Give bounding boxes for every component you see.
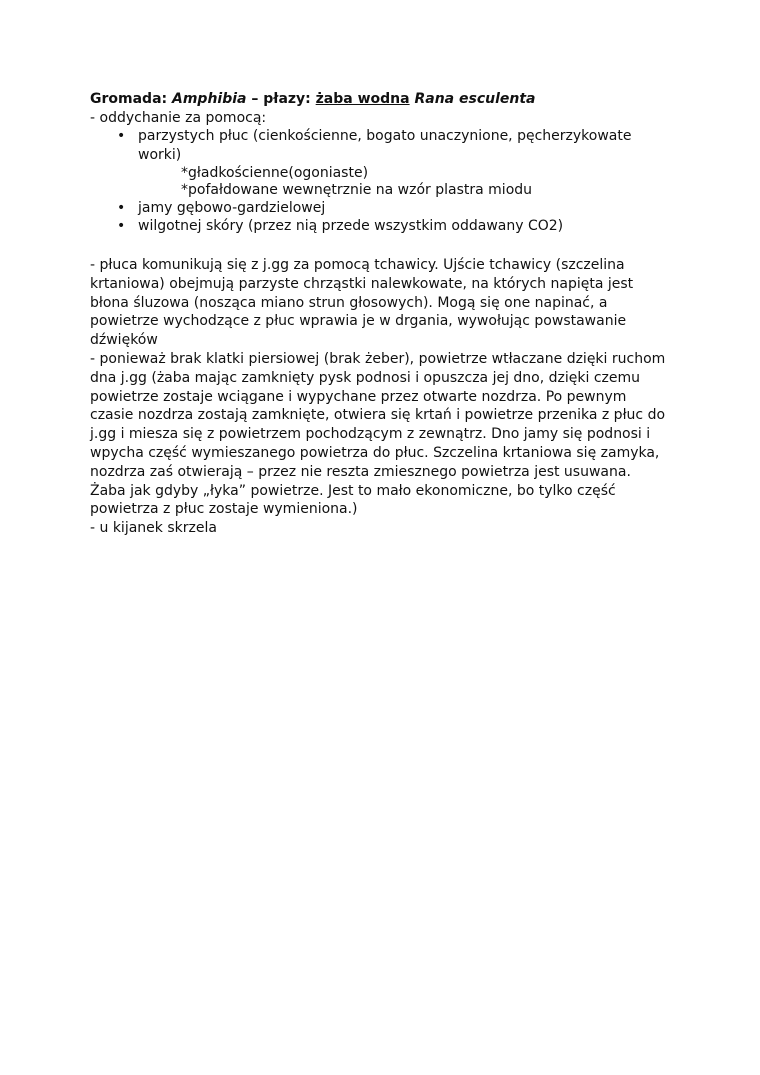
bullet-lungs: parzystych płuc (cienkościenne, bogato unaczynione, pęcherzykowate bbox=[138, 128, 632, 144]
bullet-icon: • bbox=[117, 200, 126, 216]
bullet-icon: • bbox=[117, 128, 126, 144]
sub-item-folded: *pofałdowane wewnętrznie na wzór plastra miodu bbox=[181, 182, 533, 198]
common-name: żaba wodna bbox=[315, 91, 410, 107]
paragraph-line: krtaniowa) obejmują parzyste chrząstki nalewkowate, na których napięta jest bbox=[90, 275, 634, 292]
paragraph-line: - ponieważ brak klatki piersiowej (brak żeber), powietrze wtłaczane dzięki ruchom bbox=[90, 351, 666, 367]
paragraph-line: - u kijanek skrzela bbox=[90, 520, 217, 537]
heading-dash: – płazy: bbox=[246, 91, 316, 107]
bullet-mouth-cavity: jamy gębowo-gardzielowej bbox=[138, 200, 326, 216]
paragraph-line: nozdrza zaś otwierają – przez nie reszta zmiesznego powietrza jest usuwana. bbox=[90, 463, 631, 480]
intro-line: - oddychanie za pomocą: bbox=[90, 110, 267, 126]
paragraph-line: - płuca komunikują się z j.gg za pomocą tchawicy. Ujście tchawicy (szczelina bbox=[90, 257, 625, 273]
paragraph-line: Żaba jak gdyby „łyka” powietrze. Jest to mało ekonomiczne, bo tylko część bbox=[90, 482, 616, 499]
heading-prefix: Gromada: bbox=[90, 91, 172, 107]
sub-item-smooth: *gładkościenne(ogoniaste) bbox=[181, 165, 369, 181]
paragraph-line: dna j.gg (żaba mając zamknięty pysk podnosi i opuszcza jej dno, dzięki czemu bbox=[90, 369, 641, 386]
paragraph-line: powietrze zostaje wciągane i wypychane przez otwarte nozdrza. Po pewnym bbox=[90, 388, 627, 405]
bullet-icon: • bbox=[117, 218, 126, 234]
bullet-lungs-cont: worki) bbox=[138, 147, 182, 163]
paragraph-line: j.gg i miesza się z powietrzem pochodzącym z zewnątrz. Dno jamy się podnosi i bbox=[90, 426, 651, 443]
paragraph-line: powietrze wychodzące z płuc wprawia je w drgania, wywołując powstawanie bbox=[90, 313, 627, 330]
paragraph-line: błona śluzowa (nosząca miano strun głosowych). Mogą się one napinać, a bbox=[90, 294, 608, 311]
class-latin-name: Amphibia bbox=[172, 91, 247, 107]
paragraph-line: powietrza z płuc zostaje wymieniona.) bbox=[90, 501, 358, 518]
paragraph-line: wpycha część wymieszanego powietrza do płuc. Szczelina krtaniowa się zamyka, bbox=[90, 445, 660, 461]
bullet-skin: wilgotnej skóry (przez nią przede wszystkim oddawany CO2) bbox=[138, 218, 564, 234]
heading bbox=[90, 90, 535, 108]
species-latin-name: Rana esculenta bbox=[414, 91, 536, 107]
paragraph-line: czasie nozdrza zostają zamknięte, otwiera się krtań i powietrze przenika z płuc do bbox=[90, 407, 666, 424]
paragraph-line: dźwięków bbox=[90, 332, 158, 349]
